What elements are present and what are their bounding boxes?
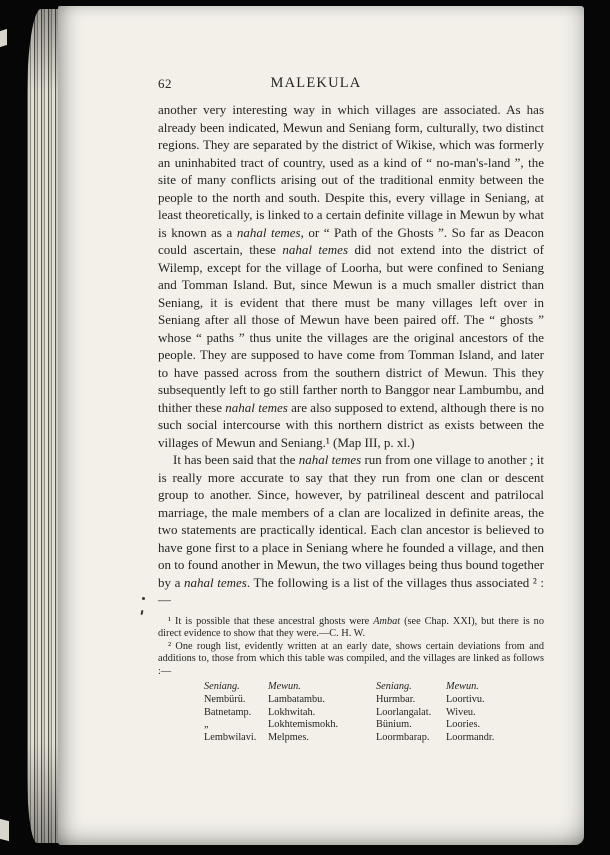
- book-page-edges: [27, 9, 58, 843]
- table-cell: Nembürü.: [204, 693, 246, 705]
- table-cell: Batnetamp.: [204, 706, 252, 718]
- body-paragraph: [158, 101, 544, 451]
- running-title: MALEKULA: [270, 75, 362, 91]
- scan-speck: [142, 597, 145, 600]
- table-cell: Loortivu.: [446, 693, 485, 705]
- table-cell: Bünium.: [376, 719, 412, 731]
- italic-term: nahal temes: [184, 574, 247, 590]
- column-header: Seniang.: [376, 681, 412, 692]
- column-header: Mewun.: [446, 681, 479, 692]
- text-run: are also supposed to extend, although there is no such social intercourse with this northern district as exists between the villages of Mewun and Seniang.¹ (Map III, p. xl.): [158, 399, 544, 450]
- text-run: another very interesting way in which villages are associated. As has already been indicated, Mewun and Seniang form, culturally, two distinct regions. They are separated by the district of Wikise, which was formerly an uninhabited tract of country, used as a kind of “ no-man's-land ”, the site of many conflicts arising out of the traditional enmity between the people to the north and south. Despite this, every village in Seniang, at least theoretically, is linked to a certain definite village in Mewun by what is known as a: [158, 102, 544, 240]
- text-run: ² One rough list, evidently written at an early date, shows certain deviations from and additions to, those from which this table was compiled, and the villages are linked as follows :—: [158, 640, 544, 677]
- book-page: [58, 6, 584, 845]
- table-cell: Loormbarap.: [376, 732, 430, 744]
- italic-term: Ambat: [373, 615, 401, 627]
- footnote: [158, 616, 544, 641]
- footnote: [158, 641, 544, 679]
- scan-speck: [141, 610, 144, 615]
- column-header: Mewun.: [268, 681, 301, 692]
- table-cell: „: [204, 719, 209, 731]
- italic-term: nahal temes: [236, 224, 301, 240]
- table-row: [204, 694, 494, 707]
- italic-term: nahal temes: [225, 399, 288, 415]
- table-row: [204, 719, 494, 732]
- village-association-table: [204, 681, 494, 745]
- text-run: . The following is a list of the villages thus associated ² :—: [158, 574, 544, 607]
- italic-term: nahal temes: [298, 452, 362, 467]
- table-cell: Hurmbar.: [376, 693, 416, 705]
- text-run: It has been said that the: [173, 452, 299, 467]
- body-paragraph: [158, 451, 544, 609]
- table-cell: Loormandr.: [446, 732, 495, 744]
- scan-edge-artifact: [0, 29, 7, 47]
- text-run: ¹ It is possible that these ancestral ghosts were: [168, 615, 374, 627]
- scan-edge-artifact: [0, 819, 9, 841]
- page-content: [158, 74, 544, 745]
- text-run: , or “ Path of the Ghosts ”. So far as Deacon could ascertain, these: [158, 224, 544, 257]
- footnotes-section: [158, 616, 544, 745]
- page-number: 62: [158, 76, 172, 91]
- text-run: run from one village to another ; it is really more accurate to say that they run from one clan or descent group to another. Since, however, by patrilineal descent and patrilocal marriage, the male members of a clan are localized in definite areas, the two statements are practically identical. Each clan ancestor is believed to have gone first to a place in Seniang where he founded a village, and then on to found another in Mewun, the two villages being thus bound together by a: [158, 452, 544, 590]
- table-cell: Loories.: [446, 719, 481, 731]
- table-row: [204, 707, 494, 720]
- table-row: [204, 732, 494, 745]
- italic-term: nahal temes: [282, 242, 349, 257]
- running-head: [158, 74, 544, 94]
- table-cell: Lokhwitah.: [268, 706, 316, 718]
- table-body: [204, 694, 494, 745]
- table-cell: Melpmes.: [268, 732, 309, 744]
- text-run: (see Chap. XXI), but there is no direct evidence to show that they were.—C. H. W.: [158, 615, 544, 639]
- table-cell: Loorlangalat.: [376, 706, 432, 718]
- table-cell: Lambatambu.: [268, 693, 325, 705]
- table-cell: Wiveu.: [446, 706, 476, 718]
- text-run: did not extend into the district of Wilemp, except for the village of Loorha, but were confined to Seniang and Tomman Island. But, since Mewun is a much smaller district than Seniang, it is evident that there must be many villages left over in Seniang after all those of Mewun have been paired off. The “ ghosts ” whose “ paths ” thus unite the villages are the original ancestors of the people. They are supposed to have come from Tomman Island, and later to have passed across from the southern district of Mewun. This they subsequently left to go still farther north to Banggor near Lambumbu, and thither these: [158, 242, 544, 415]
- table-cell: Lokhtemismokh.: [268, 719, 339, 731]
- table-header-row: [204, 681, 494, 694]
- table-cell: Lembwilavi.: [204, 732, 257, 744]
- column-header: Seniang.: [204, 681, 240, 692]
